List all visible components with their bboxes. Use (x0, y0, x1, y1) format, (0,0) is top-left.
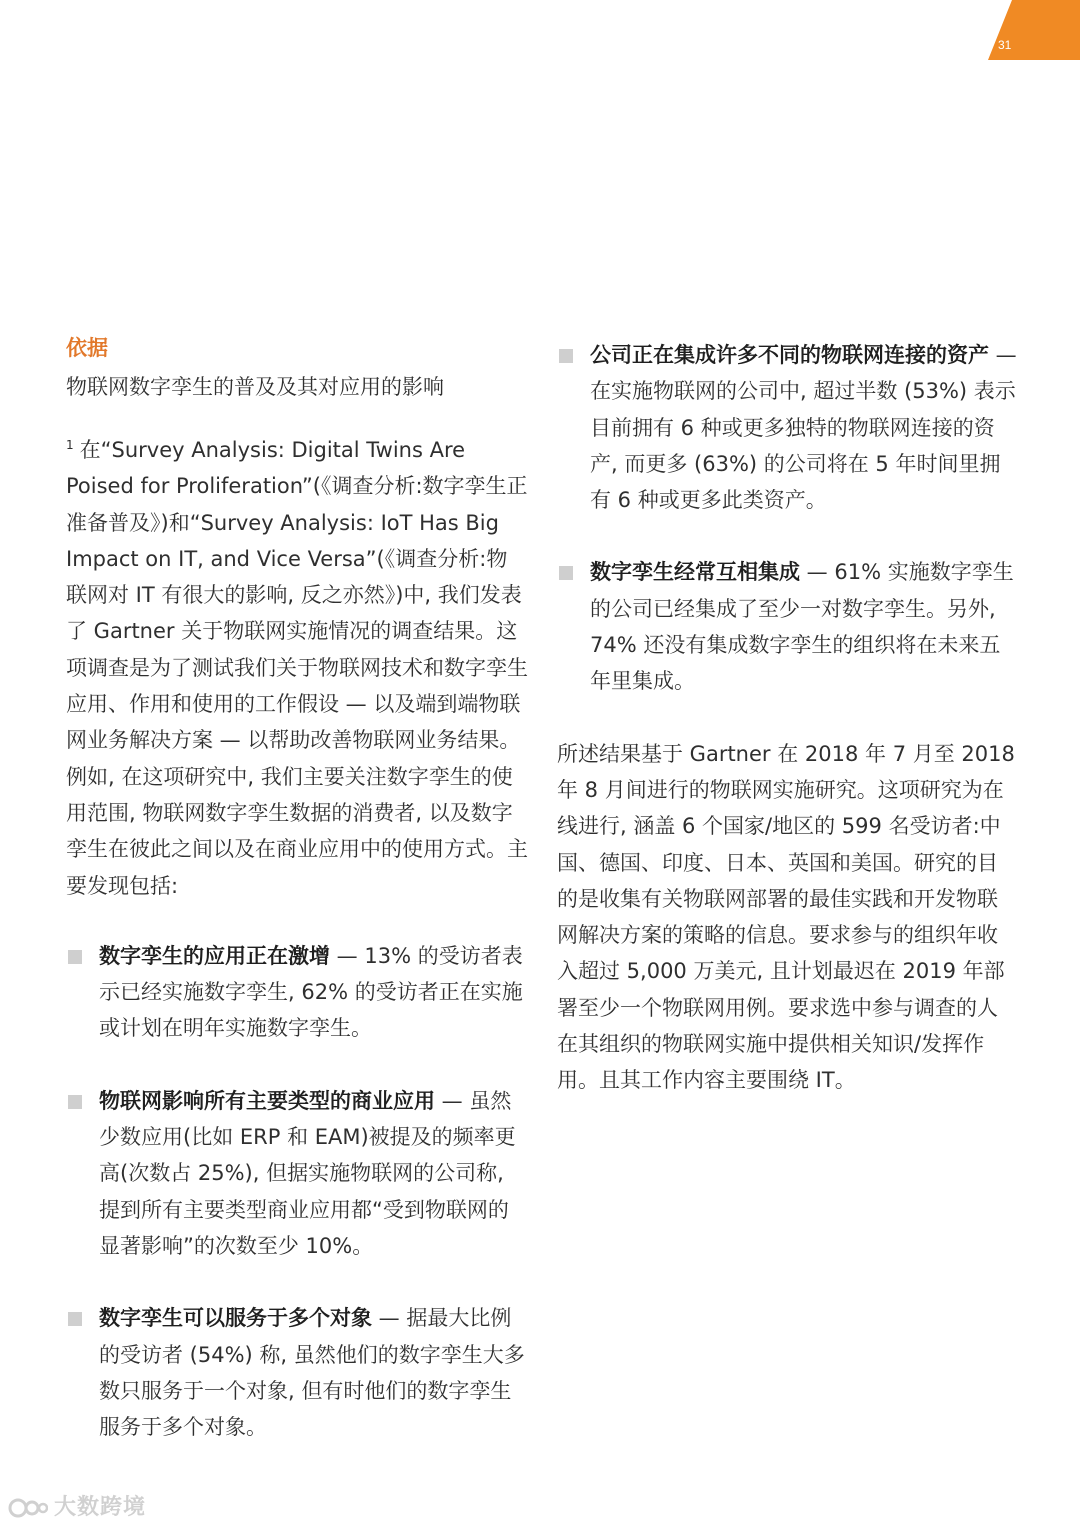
bullet-title: 数字孪生经常互相集成 (590, 560, 800, 585)
page-number: 31 (998, 38, 1012, 52)
footnote-marker: 1 (66, 438, 74, 452)
bullet-title: 数字孪生的应用正在激增 (99, 943, 330, 968)
left-column (66, 330, 528, 1481)
bullet-title: 公司正在集成许多不同的物联网连接的资产 (590, 343, 989, 367)
findings-list-left (66, 938, 528, 1446)
watermark (8, 1490, 146, 1521)
right-column (557, 337, 1017, 1099)
square-bullet-icon (68, 1312, 82, 1326)
closing-paragraph: 所述结果基于 Gartner 在 2018 年 7 月至 2018 年 8 月间进行的物联网实施研究。这项研究为在线进行, 涵盖 6 个国家/地区的 599 名受访者:中国、德国、印度、日本、英国和美国。研究的目的是收集有关物联网部署的最佳实践和开发物联网解决方案的策略的信息。要求参与的组织年收入超过 5,000 万美元, 且计划最迟在 2019 年部署至少一个物联网用例。要求选中参与调查的人在其组织的物联网实施中提供相关知识/发挥作用。且其工作内容主要围绕 IT。 (557, 741, 1015, 1093)
corner-accent (0, 0, 1080, 64)
watermark-logo-icon (8, 1496, 48, 1520)
bullet-text: — 在实施物联网的公司中, 超过半数 (53%) 表示目前拥有 6 种或更多独特的物联网连接的资产, 而更多 (63%) 的公司将在 5 年时间里拥有 6 种或更多此类资产。 (590, 343, 1017, 513)
section-title: 依据 (66, 336, 108, 360)
list-item (66, 1083, 528, 1264)
square-bullet-icon (559, 566, 573, 580)
watermark-text: 大数跨境 (54, 1495, 147, 1520)
list-item (557, 337, 1017, 518)
bullet-text: — 61% 实施数字孪生的公司已经集成了至少一对数字孪生。另外, 74% 还没有集成数字孪生的组织将在未来五年里集成。 (590, 560, 1014, 694)
bullet-title: 数字孪生可以服务于多个对象 (99, 1306, 372, 1331)
list-item (557, 554, 1017, 699)
square-bullet-icon (68, 950, 82, 964)
list-item (66, 938, 528, 1047)
square-bullet-icon (559, 349, 573, 363)
square-bullet-icon (68, 1095, 82, 1109)
intro-text: 在“Survey Analysis: Digital Twins Are Poised for Proliferation”(《调查分析:数字孪生正准备普及》)和“Survey Analysis: IoT Has Big Impact on IT, and Vice Versa”(《调查分析:物联网对 IT 有很大的影响, 反之亦然》)中, 我们发表了 Gartner 关于物联网实施情况的调查结果。这项调查是为了测试我们关于物联网技术和数字孪生应用、作用和使用的工作假设 — 以及端到端物联网业务解决方案 — 以帮助改善物联网业务结果。例如, 在这项研究中, 我们主要关注数字孪生的使用范围, 物联网数字孪生数据的消费者, 以及数字孪生在彼此之间以及在商业应用中的使用方式。主要发现包括: (66, 438, 528, 898)
section-subtitle: 物联网数字孪生的普及及其对应用的影响 (66, 375, 444, 399)
bullet-text: — 13% 的受访者表示已经实施数字孪生, 62% 的受访者正在实施或计划在明年实施数字孪生。 (99, 943, 523, 1041)
intro-paragraph (66, 432, 528, 904)
bullet-text: — 虽然少数应用(比如 ERP 和 EAM)被提及的频率更高(次数占 25%), 但据实施物联网的公司称, 提到所有主要类型商业应用都“受到物联网的显著影响”的次数至少 10%。 (99, 1088, 516, 1258)
bullet-title: 物联网影响所有主要类型的商业应用 (99, 1088, 435, 1113)
findings-list-right (557, 337, 1017, 700)
list-item (66, 1300, 528, 1445)
corner-triangle-icon (0, 0, 1080, 64)
bullet-text: — 据最大比例的受访者 (54%) 称, 虽然他们的数字孪生大多数只服务于一个对象, 但有时他们的数字孪生服务于多个对象。 (99, 1306, 525, 1440)
